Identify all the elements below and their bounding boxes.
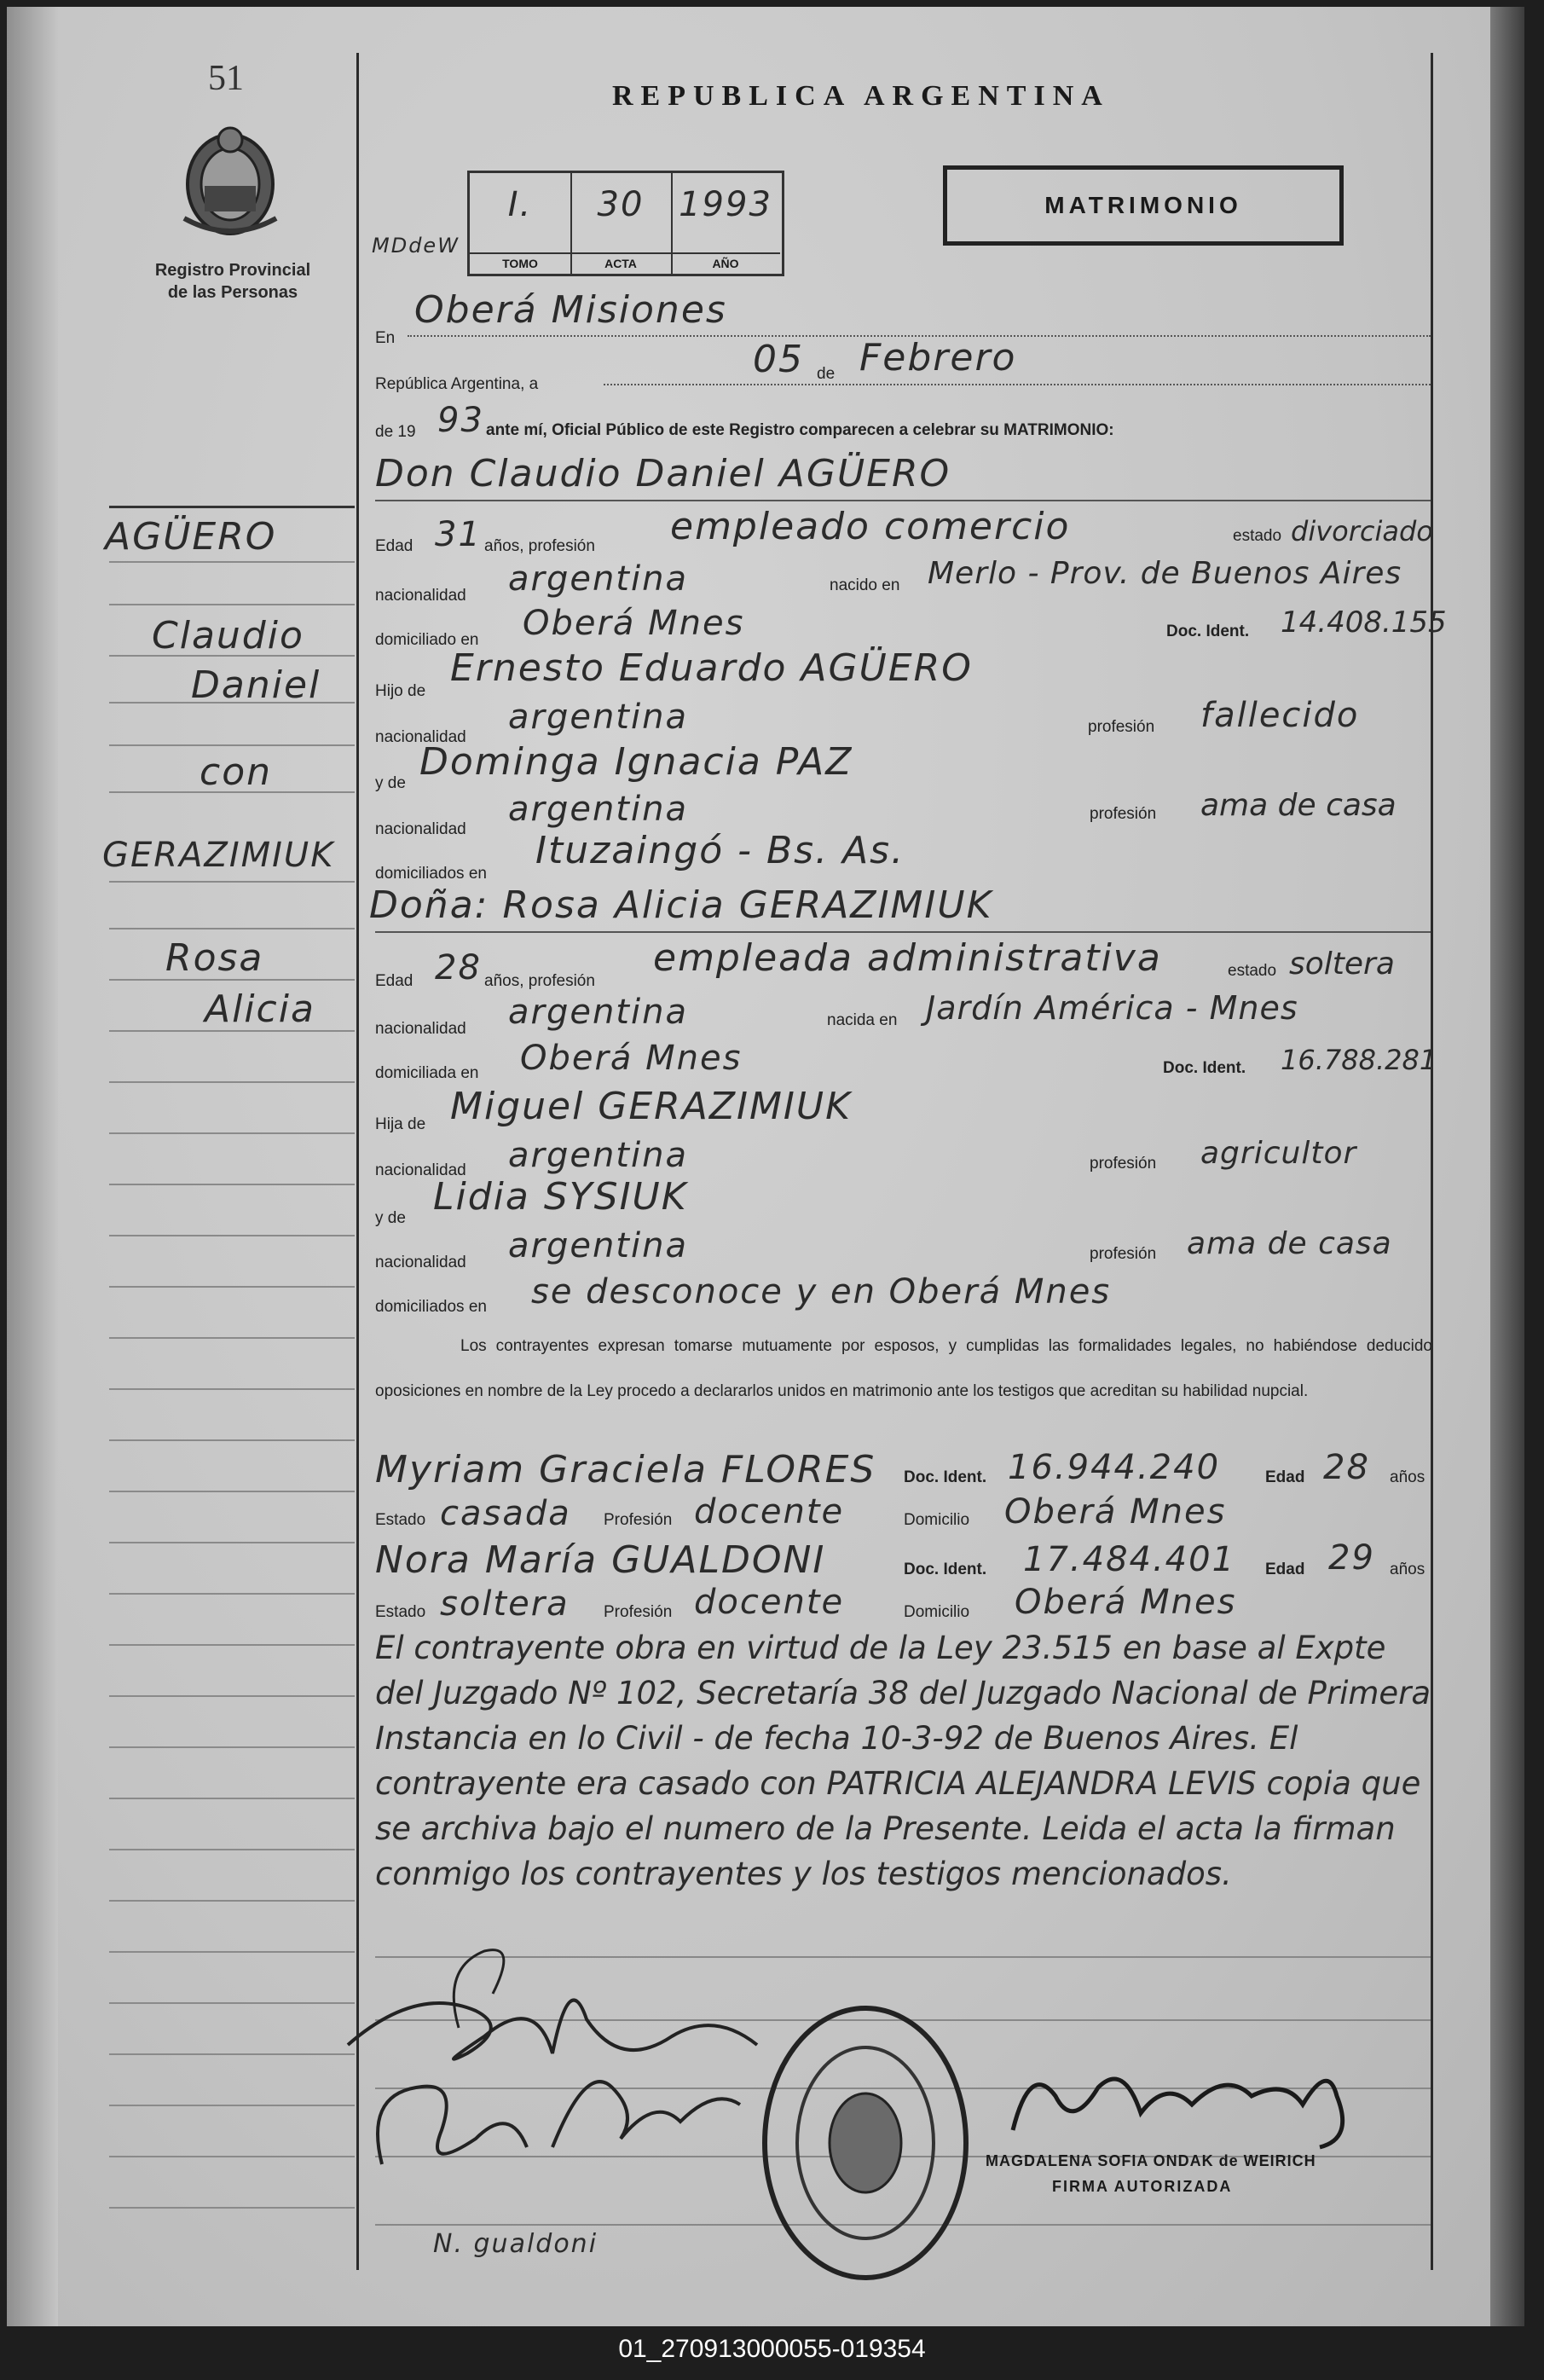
groom-doc-id: 14.408.155 xyxy=(1281,605,1447,640)
bride-mother-nat-label: nacionalidad xyxy=(375,1254,466,1271)
margin-rule-line xyxy=(109,702,355,704)
de-label: de xyxy=(817,365,836,383)
official-signature xyxy=(996,2045,1371,2164)
margin-rule-line xyxy=(109,561,355,563)
bride-birthplace: Jardín América - Mnes xyxy=(926,989,1298,1027)
groom-marital-status: divorciado xyxy=(1291,515,1433,547)
bride-mother-profession: ama de casa xyxy=(1187,1226,1392,1261)
groom-mother: Dominga Ignacia PAZ xyxy=(419,740,853,784)
acta-value: 30 xyxy=(597,185,645,224)
bride-mother-nationality: argentina xyxy=(508,1226,688,1265)
margin-rule-line xyxy=(109,1798,355,1799)
margin-name-2a: Rosa xyxy=(165,936,264,980)
margin-rule-line xyxy=(109,1286,355,1288)
margin-rule-line xyxy=(109,1491,355,1492)
witness-2-anos-label: años xyxy=(1390,1561,1425,1578)
en-label: En xyxy=(375,329,396,347)
margin-rule-line xyxy=(109,1900,355,1902)
margin-rule-line xyxy=(109,979,355,981)
margin-rule-line xyxy=(109,1132,355,1134)
bride-anos-label: años, profesión xyxy=(484,972,595,990)
groom-doc-label: Doc. Ident. xyxy=(1166,623,1250,640)
tomo-label: TOMO xyxy=(470,252,570,270)
section-rule xyxy=(375,931,1431,933)
groom-age: 31 xyxy=(435,515,482,554)
witness-2-profession: docente xyxy=(694,1583,845,1622)
witness-1-status: casada xyxy=(440,1494,571,1533)
page-left-edge xyxy=(7,7,58,2326)
margin-rule-line xyxy=(109,604,355,605)
groom-father: Ernesto Eduardo AGÜERO xyxy=(450,646,973,690)
bride-nac-label: nacionalidad xyxy=(375,1020,466,1038)
acta-cell xyxy=(570,173,673,274)
bride-edad-label: Edad xyxy=(375,972,413,990)
registry-line-2: de las Personas xyxy=(167,283,298,302)
margin-rule-line xyxy=(109,2207,355,2209)
bride-mother: Lidia SYSIUK xyxy=(433,1175,688,1219)
bride-domicile: Oberá Mnes xyxy=(520,1039,743,1078)
witness-2-dom-label: Domicilio xyxy=(904,1603,970,1621)
margin-rule-line xyxy=(109,1542,355,1543)
witness-1-doc-label: Doc. Ident. xyxy=(904,1468,987,1486)
year-suffix: 93 xyxy=(437,401,484,440)
country-title: REPUBLICA ARGENTINA xyxy=(612,80,1110,112)
register-box xyxy=(467,171,784,276)
margin-surname-2: GERAZIMIUK xyxy=(102,836,335,875)
witness-2-age: 29 xyxy=(1328,1538,1375,1578)
bride-profession: empleada administrativa xyxy=(653,936,1162,980)
margin-rule-line xyxy=(109,506,355,508)
margin-rule-line xyxy=(109,1746,355,1748)
document-type: MATRIMONIO xyxy=(1044,192,1242,218)
groom-edad-label: Edad xyxy=(375,537,413,555)
margin-rule-line xyxy=(109,1439,355,1441)
coat-of-arms-icon xyxy=(176,125,285,235)
witness-1-edad-label: Edad xyxy=(1265,1468,1305,1486)
tomo-cell xyxy=(470,173,572,274)
witness-1-dom-label: Domicilio xyxy=(904,1511,970,1529)
margin-rule-line xyxy=(109,928,355,929)
witness-2-prof-label: Profesión xyxy=(604,1603,673,1621)
ano-label: AÑO xyxy=(671,252,780,270)
witness-1-domicile: Oberá Mnes xyxy=(1004,1492,1227,1532)
witness-printed-signature: N. gualdoni xyxy=(433,2229,599,2259)
margin-con: con xyxy=(200,750,272,794)
bride-marital-status: soltera xyxy=(1289,947,1395,982)
groom-yde-label: y de xyxy=(375,774,406,792)
groom-father-profession: fallecido xyxy=(1200,696,1360,735)
groom-hijo-label: Hijo de xyxy=(375,682,426,700)
witness-2-doc-label: Doc. Ident. xyxy=(904,1561,987,1578)
bride-father: Miguel GERAZIMIUK xyxy=(450,1085,852,1128)
witness-2-name: Nora María GUALDONI xyxy=(375,1538,826,1582)
document-type-box xyxy=(943,165,1344,246)
bride-parents-dom-label: domiciliados en xyxy=(375,1298,487,1316)
tomo-value: I. xyxy=(507,185,533,224)
margin-rule-line xyxy=(109,881,355,883)
groom-dom-label: domiciliado en xyxy=(375,631,479,649)
official-stamp-name: MAGDALENA SOFIA ONDAK de WEIRICH xyxy=(986,2152,1316,2169)
section-rule xyxy=(375,500,1431,501)
bride-parents-domicile: se desconoce y en Oberá Mnes xyxy=(531,1272,1112,1312)
bride-mother-prof-label: profesión xyxy=(1090,1245,1157,1263)
dotted-line xyxy=(604,384,1431,385)
groom-father-nationality: argentina xyxy=(508,698,688,737)
margin-rule-line xyxy=(109,655,355,657)
witness-1-age: 28 xyxy=(1323,1448,1370,1487)
margin-rule-line xyxy=(109,1849,355,1850)
witness-1-name: Myriam Graciela FLORES xyxy=(375,1448,876,1491)
bride-father-nat-label: nacionalidad xyxy=(375,1161,466,1179)
groom-nac-label: nacionalidad xyxy=(375,587,466,605)
margin-rule-line xyxy=(109,1593,355,1595)
margin-rule-line xyxy=(109,1081,355,1083)
folio-number: 51 xyxy=(208,59,244,98)
opening-day: 05 xyxy=(753,338,804,381)
groom-anos-label: años, profesión xyxy=(484,537,595,555)
witness-1-doc-id: 16.944.240 xyxy=(1008,1448,1221,1487)
registry-line-1: Registro Provincial xyxy=(154,261,311,280)
ante-text: ante mí, Oficial Público de este Registro comparecen a celebrar su MATRIMONIO: xyxy=(486,421,1114,439)
bride-father-profession: agricultor xyxy=(1200,1136,1357,1171)
margin-rule-line xyxy=(109,1235,355,1236)
image-identifier: 01_270913000055-019354 xyxy=(618,2335,926,2363)
register-page xyxy=(7,7,1516,2326)
bride-hija-label: Hija de xyxy=(375,1115,426,1133)
margin-rule-line xyxy=(109,1184,355,1185)
bride-yde-label: y de xyxy=(375,1209,406,1227)
margin-rule-line xyxy=(109,1644,355,1646)
witness-2-status: soltera xyxy=(440,1584,570,1624)
groom-mother-profession: ama de casa xyxy=(1200,788,1397,823)
groom-parents-dom-label: domiciliados en xyxy=(375,865,487,883)
groom-profession: empleado comercio xyxy=(670,505,1071,548)
groom-nacido-label: nacido en xyxy=(830,576,900,594)
bride-nationality: argentina xyxy=(508,993,688,1032)
witness-2-edad-label: Edad xyxy=(1265,1561,1305,1578)
witness-1-estado-label: Estado xyxy=(375,1511,426,1529)
bride-estado-label: estado xyxy=(1228,962,1277,980)
groom-father-prof-label: profesión xyxy=(1088,718,1155,736)
groom-nationality: argentina xyxy=(508,559,688,599)
opening-place: Oberá Misiones xyxy=(414,288,727,332)
groom-estado-label: estado xyxy=(1233,527,1282,545)
register-code: MDdeW xyxy=(372,234,460,258)
bride-age: 28 xyxy=(435,948,482,987)
groom-birthplace: Merlo - Prov. de Buenos Aires xyxy=(928,556,1402,591)
year-prefix: de 19 xyxy=(375,423,416,441)
margin-name-1b: Daniel xyxy=(191,663,321,707)
groom-mother-prof-label: profesión xyxy=(1090,805,1157,823)
margin-surname-1: AGÜERO xyxy=(105,515,277,559)
ano-value: 1993 xyxy=(679,185,772,224)
margin-name-2b: Alicia xyxy=(205,987,315,1031)
bride-nacida-label: nacida en xyxy=(827,1011,898,1029)
margin-rule-line xyxy=(109,744,355,746)
groom-mother-nat-label: nacionalidad xyxy=(375,820,466,838)
acta-label: ACTA xyxy=(570,252,671,270)
bride-doc-label: Doc. Ident. xyxy=(1163,1059,1246,1077)
bride-father-prof-label: profesión xyxy=(1090,1155,1157,1173)
ano-cell xyxy=(671,173,780,274)
groom-full-name: Don Claudio Daniel AGÜERO xyxy=(375,452,951,495)
groom-parents-domicile: Ituzaingó - Bs. As. xyxy=(535,829,905,872)
republica-label: República Argentina, a xyxy=(375,375,539,393)
margin-name-1a: Claudio xyxy=(152,614,304,657)
bride-full-name: Doña: Rosa Alicia GERAZIMIUK xyxy=(369,883,993,927)
contrayentes-signatures xyxy=(314,1934,791,2207)
book-binding xyxy=(1490,7,1524,2326)
opening-month: Febrero xyxy=(859,336,1017,379)
declaration-text: Los contrayentes expresan tomarse mutuamente por esposos, y cumplidas las formalidades legales, no habiéndose deducido oposiciones en nombre de la Ley procedo a declararlos unidos en matrimonio ante los testigos que acreditan su habilidad nupcial. xyxy=(375,1337,1432,1400)
bride-father-nationality: argentina xyxy=(508,1136,688,1175)
margin-rule-line xyxy=(109,1388,355,1390)
groom-father-nat-label: nacionalidad xyxy=(375,728,466,746)
witness-1-profession: docente xyxy=(694,1492,845,1532)
witness-1-prof-label: Profesión xyxy=(604,1511,673,1529)
margin-rule-line xyxy=(109,1030,355,1032)
official-stamp-title: FIRMA AUTORIZADA xyxy=(1052,2178,1233,2195)
witness-2-estado-label: Estado xyxy=(375,1603,426,1621)
bride-dom-label: domiciliada en xyxy=(375,1064,479,1082)
right-rule xyxy=(1431,53,1433,2270)
witness-2-doc-id: 17.484.401 xyxy=(1023,1540,1236,1579)
registry-seal-icon xyxy=(759,2002,972,2284)
bride-doc-id: 16.788.281 xyxy=(1281,1044,1437,1076)
margin-rule-line xyxy=(109,1695,355,1697)
observations-text: El contrayente obra en virtud de la Ley 23.515 en base al Expte del Juzgado Nº 102, Secretaría 38 del Juzgado Nacional de Primera Instancia en lo Civil - de fecha 10-3-92 de Buenos Aires. El contrayente era casado con PATRICIA ALEJANDRA LEVIS copia que se archiva bajo el numero de la Presente. Leida el acta la firman conmigo los contrayentes y los testigos mencionados. xyxy=(375,1630,1431,1892)
registry-name xyxy=(135,259,331,304)
groom-domicile: Oberá Mnes xyxy=(523,604,745,643)
margin-rule-line xyxy=(109,791,355,793)
groom-mother-nationality: argentina xyxy=(508,790,688,829)
witness-1-anos-label: años xyxy=(1390,1468,1425,1486)
margin-rule-line xyxy=(109,1337,355,1339)
witness-2-domicile: Oberá Mnes xyxy=(1015,1583,1237,1622)
